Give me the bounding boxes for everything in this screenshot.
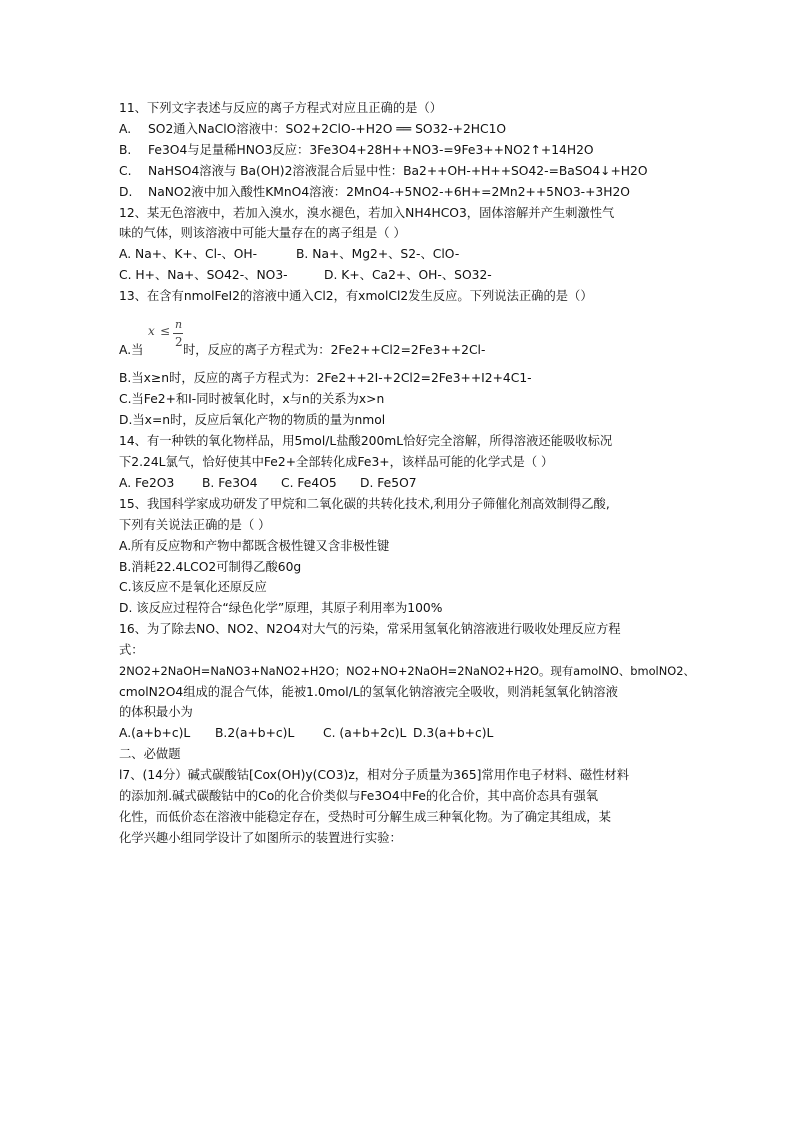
q12-stem-line2: 味的气体，则该溶液中可能大量存在的离子组是（ ）	[119, 226, 406, 240]
option-text: NaHSO4溶液与 Ba(OH)2溶液混合后显中性：Ba2++OH-+H++SO42-=BaSO4↓+H2O	[148, 164, 648, 178]
math-denominator: 2	[175, 335, 183, 349]
q13-option-b: B.当x≥n时，反应的离子方程式为：2Fe2++2I-+2Cl2=2Fe3++I2+4C1-	[119, 371, 532, 385]
q17-line3: 化性，而低价态在溶液中能稳定存在，受热时可分解生成三种氧化物。为了确定其组成，某	[119, 810, 611, 824]
q12-option-d: D. K+、Ca2+、OH-、SO32-	[324, 268, 492, 282]
q13-option-a-suffix: 时，反应的离子方程式为：2Fe2++Cl2=2Fe3++2Cl-	[183, 343, 486, 357]
q13-option-c: C.当Fe2+和I-同时被氧化时，x与n的关系为x>n	[119, 392, 385, 406]
q16-stem-line2: 式：	[119, 643, 144, 657]
option-label: A.	[119, 122, 132, 136]
q15-stem-line1: 15、我国科学家成功研发了甲烷和二氧化碳的共转化技术,利用分子筛催化剂高效制得乙酸,	[119, 497, 610, 511]
q13-option-a-prefix: A.当	[119, 343, 144, 357]
option-text: Fe3O4与足量稀HNO3反应：3Fe3O4+28H++NO3-=9Fe3++NO2↑+14H2O	[148, 143, 594, 157]
q14-option-d: D. Fe5O7	[360, 476, 417, 490]
option-label: B.	[119, 143, 132, 157]
q17-line2: 的添加剂.碱式碳酸钴中的Co的化合价类似与Fe3O4中Fe的化合价，其中高价态具有强氧	[119, 789, 599, 803]
q15-option-b: B.消耗22.4LCO2可制得乙酸60g	[119, 560, 302, 574]
q14-option-c: C. Fe4O5	[281, 476, 337, 490]
q14-stem-line1: 14、有一种铁的氧化物样品，用5mol/L盐酸200mL恰好完全溶解，所得溶液还能吸收标况	[119, 434, 613, 448]
q16-option-b: B.2(a+b+c)L	[215, 726, 295, 740]
q12-option-a: A. Na+、K+、Cl-、OH-	[119, 247, 258, 261]
q15-stem-line2: 下列有关说法正确的是（ ）	[119, 518, 271, 532]
q16-equations: 2NO2+2NaOH=NaNO3+NaNO2+H2O；NO2+NO+2NaOH=2NaNO2+H2O。现有amolNO、bmolNO2、	[119, 664, 695, 678]
q17-line1: l7、(14分）碱式碳酸钴[Cox(OH)y(CO3)z，相对分子质量为365]常用作电子材料、磁性材料	[119, 768, 630, 782]
math-variable: x	[148, 324, 155, 338]
q17-line4: 化学兴趣小组同学设计了如图所示的装置进行实验：	[119, 831, 402, 845]
option-text: NaNO2液中加入酸性KMnO4溶液：2MnO4-+5NO2-+6H+=2Mn2++5NO3-+3H2O	[148, 185, 630, 199]
q15-option-a: A.所有反应物和产物中都既含极性键又含非极性键	[119, 539, 390, 553]
q12-option-c: C. H+、Na+、SO42-、NO3-	[119, 268, 288, 282]
q13-inequality-formula	[148, 318, 188, 354]
q16-option-c: C. (a+b+2c)L	[323, 726, 407, 740]
q16-stem-line1: 16、为了除去NO、NO2、N2O4对大气的污染，常采用氢氧化钠溶液进行吸收处理反应方程	[119, 622, 621, 636]
q14-option-b: B. Fe3O4	[202, 476, 258, 490]
q16-option-d: D.3(a+b+c)L	[413, 726, 494, 740]
q14-stem-line2: 下2.24L氯气，恰好使其中Fe2+全部转化成Fe3+，该样品可能的化学式是（ ）	[119, 455, 554, 469]
q13-stem: 13、在含有nmolFeI2的溶液中通入Cl2，有xmolCl2发生反应。下列说法正确的是（）	[119, 289, 593, 303]
q16-stem-line5: 的体积最小为	[119, 705, 193, 719]
fraction-bar	[173, 333, 183, 334]
q15-option-c: C.该反应不是氧化还原反应	[119, 580, 267, 594]
q11-stem: 11、下列文字表述与反应的离子方程式对应且正确的是（）	[119, 101, 443, 115]
q13-option-d: D.当x=n时，反应后氧化产物的物质的量为nmol	[119, 413, 386, 427]
option-text: SO2通入NaClO溶液中：SO2+2ClO-+H2O ══ SO32-+2HC1O	[148, 122, 507, 136]
q16-option-a: A.(a+b+c)L	[119, 726, 191, 740]
math-numerator: n	[175, 318, 183, 331]
q15-option-d: D. 该反应过程符合“绿色化学”原理，其原子利用率为100%	[119, 601, 443, 615]
math-le-sign: ≤	[160, 324, 171, 338]
option-label: C.	[119, 164, 132, 178]
q14-option-a: A. Fe2O3	[119, 476, 175, 490]
q16-stem-line4: cmolN2O4组成的混合气体，能被1.0mol/L的氢氧化钠溶液完全吸收，则消耗氢氧化钠溶液	[119, 685, 618, 699]
option-label: D.	[119, 185, 133, 199]
q12-option-b: B. Na+、Mg2+、S2-、ClO-	[296, 247, 460, 261]
q12-stem-line1: 12、某无色溶液中，若加入溴水，溴水褪色，若加入NH4HCO3，固体溶解并产生刺激性气	[119, 206, 615, 220]
section-heading: 二、必做题	[119, 747, 181, 761]
